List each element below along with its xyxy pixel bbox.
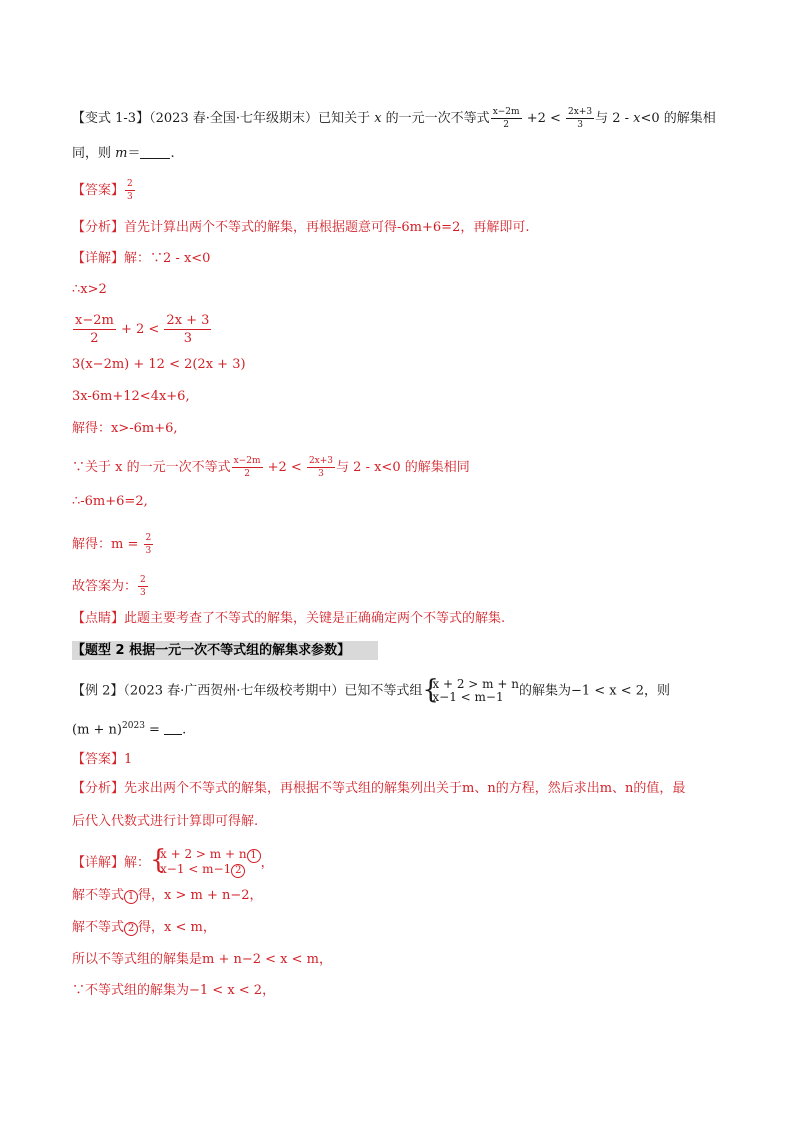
detail-text: 解：∵2 - x<0 bbox=[124, 251, 211, 266]
example-text: 已知不等式组 bbox=[344, 683, 423, 699]
fraction: $\frac{2}{3}$ bbox=[140, 575, 146, 598]
analysis-2-line-1 bbox=[72, 779, 685, 799]
variable-m: m bbox=[115, 146, 128, 161]
problem-1-line-2 bbox=[72, 144, 175, 164]
analysis-2-line-2: 后代入代数式进行计算即可得解. bbox=[72, 814, 259, 829]
punctuation: ， bbox=[260, 855, 274, 871]
analysis-label: 【分析】 bbox=[72, 781, 125, 796]
problem-1-line-1 bbox=[72, 106, 716, 131]
answer-text: 1 bbox=[124, 752, 133, 767]
detail-text: 解不等式 bbox=[72, 888, 125, 903]
inequality-system: { x + 2 > m + n 1 x−1 < m−1 2 bbox=[150, 848, 261, 878]
answer-2 bbox=[72, 750, 132, 770]
example-text: 的解集为−1 < x < 2，则 bbox=[518, 683, 671, 699]
answer-label: 【答案】 bbox=[72, 183, 125, 198]
detail-text: 得，x < m， bbox=[138, 920, 216, 935]
fraction: $\frac{2x + 3}{3}$ bbox=[166, 313, 210, 346]
fraction: $\frac{x-2m}{2}$ bbox=[233, 456, 261, 479]
example-source: （2023 春·广西贺州·七年级校考期中） bbox=[123, 683, 345, 699]
detail-2-line-5: ∵不等式组的解集为−1 < x < 2， bbox=[72, 983, 276, 998]
detail-2-line-3 bbox=[72, 918, 216, 938]
equals-sign: ＝ bbox=[127, 146, 141, 161]
analysis-1 bbox=[72, 218, 529, 238]
section-heading: 【题型 2 根据一元一次不等式组的解集求参数】 bbox=[72, 641, 378, 660]
inequality-system: { x + 2 > m + n x−1 < m−1 bbox=[422, 675, 519, 705]
detail-1-line-3 bbox=[72, 312, 212, 347]
problem-text: <0 的解集相 bbox=[640, 111, 716, 126]
detail-text: 解： bbox=[124, 855, 151, 871]
answer-blank bbox=[164, 720, 182, 735]
analysis-label: 【分析】 bbox=[72, 220, 125, 235]
circled-number-1: 1 bbox=[124, 890, 138, 904]
example-label: 【例 2】 bbox=[72, 683, 124, 699]
variable-x: x bbox=[633, 111, 641, 126]
example-2-line-1 bbox=[72, 675, 671, 705]
variable-x: x bbox=[374, 111, 382, 126]
fraction: $\frac{2x+3}{3}$ bbox=[568, 107, 593, 130]
detail-1-line-8: ∴-6m+6=2, bbox=[72, 494, 148, 509]
example-2-line-2 bbox=[72, 716, 186, 740]
inequality-sign: + 2 < bbox=[116, 322, 164, 337]
answer-label: 【答案】 bbox=[72, 752, 125, 767]
problem-text: 同，则 bbox=[72, 146, 116, 161]
detail-2-line-2 bbox=[72, 886, 263, 906]
detail-text: 解不等式 bbox=[72, 920, 125, 935]
detail-1-line-5: 3x-6m+12<4x+6, bbox=[72, 389, 190, 404]
fraction: $\frac{x-2m}{2}$ bbox=[75, 313, 114, 346]
answer-1 bbox=[72, 178, 136, 203]
circled-number-2: 2 bbox=[124, 922, 138, 936]
circled-number-2: 2 bbox=[231, 864, 245, 878]
circled-number-1: 1 bbox=[247, 849, 261, 863]
detail-1-line-4: 3(x−2m) + 12 < 2(2x + 3) bbox=[72, 357, 246, 372]
detail-2-line-4: 所以不等式组的解集是m + n−2 < x < m， bbox=[72, 952, 332, 967]
problem-text: 与 2 - bbox=[595, 111, 634, 126]
inequality-sign: +2 < bbox=[263, 460, 306, 475]
detail-text: 解得：m = bbox=[72, 537, 143, 552]
detail-label: 【详解】 bbox=[72, 251, 125, 266]
analysis-text: 首先计算出两个不等式的解集，再根据题意可得-6m+6=2，再解即可. bbox=[124, 220, 530, 235]
comment-text: 此题主要考查了不等式的解集，关键是正确确定两个不等式的解集. bbox=[124, 611, 506, 626]
analysis-text: 先求出两个不等式的解集，再根据不等式组的解集列出关于m、n的方程，然后求出m、n的值，最 bbox=[124, 781, 686, 796]
detail-text: 与 2 - x<0 的解集相同 bbox=[336, 460, 470, 475]
period: . bbox=[170, 146, 175, 161]
fraction: $\frac{2}{3}$ bbox=[145, 533, 152, 556]
detail-1-line-10 bbox=[72, 574, 149, 599]
exponent: 2023 bbox=[122, 721, 145, 731]
equals-sign: = bbox=[144, 722, 165, 738]
problem-text: 的一元一次不等式 bbox=[381, 111, 490, 126]
problem-source: （2023 春·全国·七年级期末） bbox=[149, 111, 319, 126]
comment-label: 【点睛】 bbox=[72, 611, 125, 626]
detail-2-line-1 bbox=[72, 845, 274, 878]
detail-1-line-7 bbox=[72, 455, 470, 480]
fraction: $\frac{2x+3}{3}$ bbox=[308, 456, 334, 479]
detail-text: 得，x > m + n−2， bbox=[138, 888, 263, 903]
answer-blank bbox=[140, 144, 170, 159]
detail-text: 故答案为： bbox=[72, 579, 138, 594]
detail-1-line-9 bbox=[72, 532, 154, 557]
detail-1-line-6: 解得：x>-6m+6, bbox=[72, 421, 178, 436]
problem-text: 已知关于 bbox=[318, 111, 375, 126]
detail-label: 【详解】 bbox=[72, 855, 125, 871]
detail-1-line-2: ∴x>2 bbox=[72, 282, 107, 297]
fraction: $\frac{x-2m}{2}$ bbox=[492, 107, 520, 130]
period: . bbox=[182, 722, 187, 738]
inequality-sign: +2 < bbox=[522, 111, 566, 126]
answer-fraction: $\frac{2}{3}$ bbox=[127, 179, 133, 202]
detail-text: ∵关于 x 的一元一次不等式 bbox=[72, 460, 231, 475]
detail-1-line-1 bbox=[72, 249, 210, 269]
expression: (m + n) bbox=[72, 722, 123, 738]
comment-1 bbox=[72, 609, 505, 629]
problem-label: 【变式 1-3】 bbox=[72, 111, 150, 126]
